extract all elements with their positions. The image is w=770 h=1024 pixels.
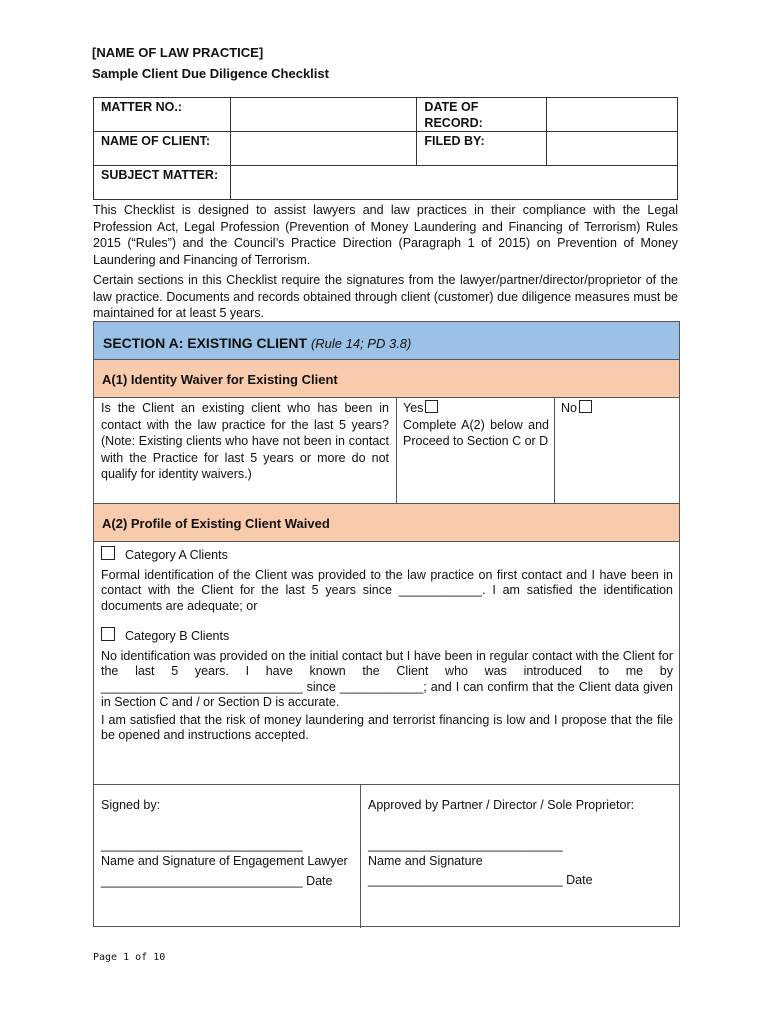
yes-label: Yes	[403, 401, 424, 415]
client-name-field[interactable]	[230, 132, 417, 166]
practice-name: [NAME OF LAW PRACTICE]	[92, 45, 264, 60]
client-name-label: NAME OF CLIENT:	[94, 132, 231, 166]
date-line-left[interactable]: _____________________________ Date	[101, 874, 333, 888]
filed-by-label: FILED BY:	[417, 132, 547, 166]
date-line-right[interactable]: ____________________________ Date	[368, 873, 593, 887]
a2-heading: A(2) Profile of Existing Client Waived	[94, 504, 679, 542]
category-b-label: Category B Clients	[125, 629, 230, 643]
matter-details-table	[93, 97, 678, 200]
a1-no-cell	[555, 398, 679, 503]
matter-no-label: MATTER NO.:	[94, 98, 231, 132]
subject-matter-field[interactable]	[230, 166, 677, 200]
signature-line-left[interactable]: _____________________________	[101, 838, 303, 852]
section-a-title-text: SECTION A: EXISTING CLIENT	[103, 335, 308, 351]
risk-statement: I am satisfied that the risk of money laundering and terrorist financing is low and I propose that the file be opened and instructions accepted.	[101, 712, 673, 742]
category-a-checkbox[interactable]	[101, 546, 115, 560]
category-a-label: Category A Clients	[125, 548, 228, 562]
filed-by-field[interactable]	[547, 132, 678, 166]
engagement-lawyer-label: Name and Signature of Engagement Lawyer	[101, 854, 348, 868]
approver-signature-cell	[361, 785, 679, 928]
category-b-text: No identification was provided on the initial contact but I have been in regular contact with the Client for the last 5 years. I have known the Client who was introduced to me by _____________________________ since ____________; and I can confirm that the Client data given in Section C and / or Section D is accurate.	[101, 648, 673, 709]
page-number: Page 1 of 10	[93, 952, 166, 963]
section-a-reference: (Rule 14; PD 3.8)	[310, 336, 412, 351]
section-a-title	[94, 322, 679, 360]
signature-line-right[interactable]: ____________________________	[368, 838, 563, 852]
engagement-lawyer-signature-cell	[94, 785, 361, 928]
approver-name-label: Name and Signature	[368, 854, 483, 868]
signature-row	[94, 785, 679, 928]
yes-checkbox[interactable]	[425, 400, 438, 413]
date-of-record-field[interactable]	[547, 98, 678, 132]
document-header	[92, 42, 329, 84]
a1-heading: A(1) Identity Waiver for Existing Client	[94, 360, 679, 398]
no-label: No	[561, 401, 577, 415]
yes-instruction: Complete A(2) below and Proceed to Section C or D	[403, 417, 549, 448]
no-checkbox[interactable]	[579, 400, 592, 413]
category-a-text: Formal identification of the Client was provided to the law practice on first contact and I have been in contact with the Client for the last 5 years since ____________. I am satisfied the identification documents are adequate; or	[101, 567, 673, 613]
a1-question: Is the Client an existing client who has been in contact with the law practice for the last 5 years? (Note: Existing clients who have not been in contact with the Practice for last 5 years or more do not qualify for identity waivers.)	[94, 398, 397, 503]
subject-matter-label: SUBJECT MATTER:	[94, 166, 231, 200]
signed-by-label: Signed by:	[101, 798, 161, 812]
section-a-existing-client	[93, 321, 680, 927]
intro-paragraph-2: Certain sections in this Checklist require the signatures from the lawyer/partner/director/proprietor of the law practice. Documents and records obtained through client (customer) due diligence measures must be maintained for at least 5 years.	[93, 273, 678, 320]
approved-by-label: Approved by Partner / Director / Sole Proprietor:	[368, 798, 635, 812]
category-b-checkbox[interactable]	[101, 627, 115, 641]
a1-identity-waiver-row	[94, 398, 679, 504]
a1-yes-cell	[397, 398, 555, 503]
document-title: Sample Client Due Diligence Checklist	[92, 66, 329, 81]
a2-profile-body	[94, 542, 679, 785]
matter-no-field[interactable]	[230, 98, 417, 132]
date-of-record-label: DATE OF RECORD:	[417, 98, 547, 132]
intro-paragraph-1: This Checklist is designed to assist lawyers and law practices in their compliance with the Legal Profession Act, Legal Profession (Prevention of Money Laundering and Financing of Terrorism) Rules 2015 (“Rules”) and the Council’s Practice Direction (Paragraph 1 of 2015) on Prevention of Money Laundering and Financing of Terrorism.	[93, 203, 678, 267]
